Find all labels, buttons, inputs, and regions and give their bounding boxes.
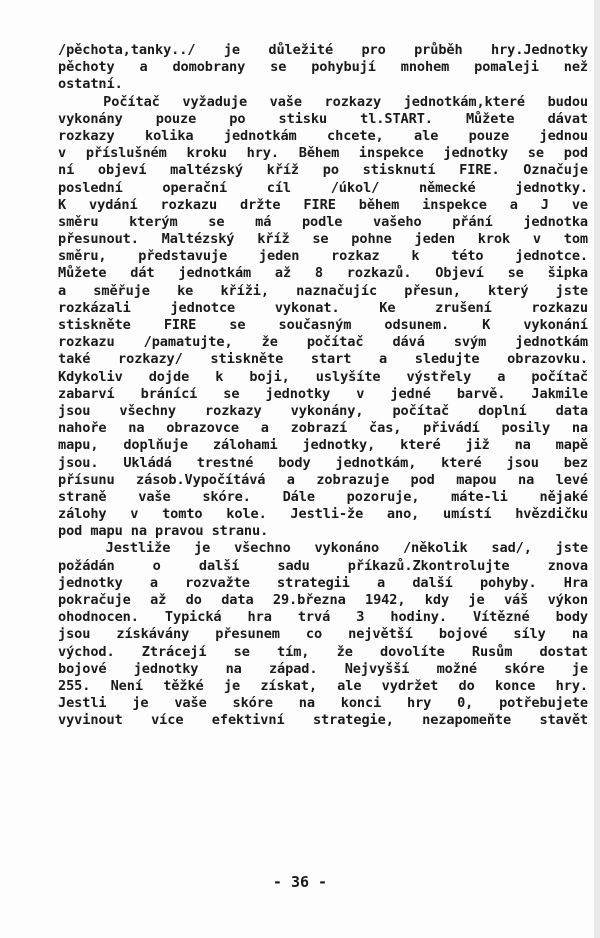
text-line: a směřuje ke kříži, naznačujíc přesun, který jste (58, 282, 588, 299)
text-line: Můžete dát jednotkám až 8 rozkazů. Objeví se šipka (58, 265, 588, 282)
text-line: Jestliže je všechno vykonáno /několik sad/, jste (58, 540, 588, 557)
text-line: požádán o další sadu příkazů.Zkontrolujte znova (58, 557, 588, 574)
text-line: pokračuje až do data 29.března 1942, kdy je váš výkon (58, 592, 588, 608)
text-line: ostatní. (58, 76, 123, 93)
text-line: /pěchota,tanky../ je důležité pro průběh hry.Jednotky (58, 42, 588, 58)
text-line: jsou všechny rozkazy vykonány, počítač doplní data (58, 402, 588, 419)
text-line: vyvinout více efektivní strategie, nezapomeňte stavět (58, 712, 588, 729)
text-line: ohodnocen. Typická hra trvá 3 hodiny. Vítězné body (58, 609, 588, 626)
text-line: pod mapu na pravou stranu. (58, 523, 269, 540)
text-line: jednotky a rozvažte strategii a další pohyby. Hra (58, 574, 588, 591)
body-text (58, 42, 588, 730)
text-line: směru kterým se má podle vašeho přání jednotka (58, 213, 588, 230)
text-line: rozkázali jednotce vykonat. Ke zrušení rozkazu (58, 299, 588, 316)
text-line: Počítač vyžaduje vaše rozkazy jednotkám,které budou (58, 93, 588, 110)
paragraph-2 (58, 94, 588, 541)
text-line: 255. Není těžké je získat, ale vydržet do konce hry. (58, 677, 588, 694)
text-line: v příslušném kroku hry. Během inspekce jednotky se pod (58, 145, 588, 162)
text-line: jsou získávány přesunem co největší bojové síly na (58, 626, 588, 643)
text-line: zabarví bránící se jednotky v jedné barvě. Jakmile (58, 385, 588, 402)
text-line: východ. Ztrácejí se tím, že dovolíte Rusům dostat (58, 643, 588, 660)
text-line: straně vaše skóre. Dále pozoruje, máte-li nějaké (58, 488, 588, 505)
text-line: přesunout. Maltézský kříž se pohne jeden krok v tom (58, 231, 588, 248)
text-line: Jestli je vaše skóre na konci hry 0, potřebujete (58, 695, 588, 712)
text-line: Kdykoliv dojde k boji, uslyšíte výstřely a počítač (58, 368, 588, 385)
text-line: zálohy v tomto kole. Jestli-že ano, umístí hvězdičku (58, 506, 588, 523)
page-edge-shadow (594, 0, 600, 938)
text-line: nahoře na obrazovce a zobrazí čas, přivádí posily na (58, 420, 588, 437)
text-line: bojové jednotky na západ. Nejvyšší možné skóre je (58, 660, 588, 677)
text-line: ní objeví maltézský kříž po stisknutí FIRE. Označuje (58, 162, 588, 179)
text-line: mapu, doplňuje zálohami jednotky, které již na mapě (58, 437, 588, 454)
text-line: pěchoty a domobrany se pohybují mnohem pomaleji než (58, 59, 588, 76)
text-line: také rozkazy/ stiskněte start a sledujte obrazovku. (58, 351, 588, 368)
text-line: rozkazy kolika jednotkám chcete, ale pouze jednou (58, 127, 588, 144)
text-line: jsou. Ukládá trestné body jednotkám, které jsou bez (58, 454, 588, 471)
text-line: směru, představuje jeden rozkaz k této jednotce. (58, 248, 588, 265)
paragraph-1 (58, 42, 588, 94)
text-line: poslední operační cíl /úkol/ německé jednotky. (58, 179, 588, 196)
text-line: stiskněte FIRE se současným odsunem. K vykonání (58, 317, 588, 333)
paragraph-3 (58, 540, 588, 729)
page-number: - 36 - (272, 873, 328, 891)
text-line: přísunu zásob.Vypočítává a zobrazuje pod mapou na levé (58, 471, 588, 488)
text-line: vykonány pouze po stisku tl.START. Můžete dávat (58, 110, 588, 127)
text-line: K vydání rozkazu držte FIRE během inspekce a J ve (58, 196, 588, 213)
text-line: rozkazu /pamatujte, že počítač dává svým jednotkám (58, 334, 588, 351)
